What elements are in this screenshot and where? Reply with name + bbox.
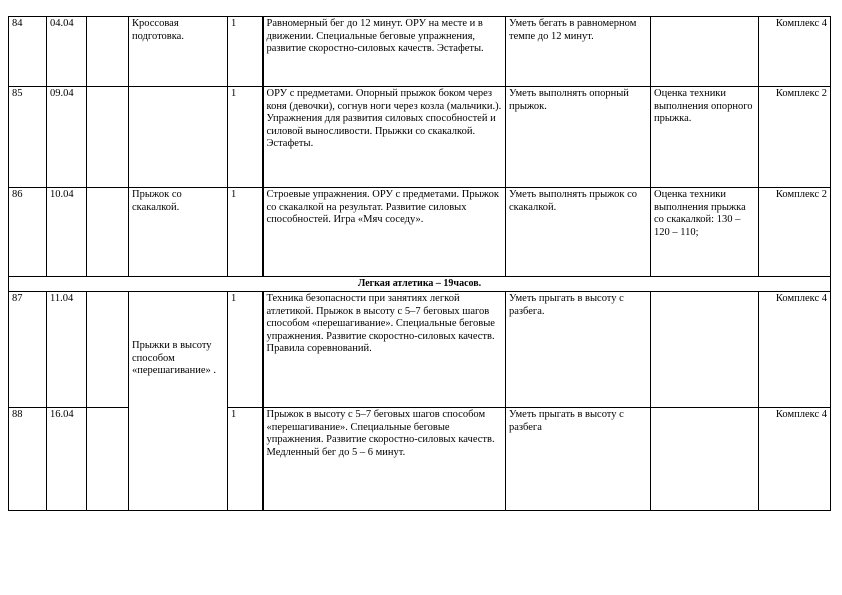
lesson-plan-table [8, 16, 831, 511]
lesson-number: 88 [9, 408, 47, 511]
actual-date [87, 292, 129, 408]
lesson-content: Равномерный бег до 12 минут. ОРУ на месте и в движении. Специальные беговые упражнения, развитие скоростно-силовых качеств. Эстафеты. [263, 17, 506, 87]
section-header-row [9, 277, 831, 292]
lesson-homework: Комплекс 4 [759, 292, 831, 408]
lesson-requirements: Уметь бегать в равномерном темпе до 12 минут. [506, 17, 651, 87]
lesson-content: Строевые упражнения. ОРУ с предметами. Прыжок со скакалкой на результат. Развитие силовых способностей. Игра «Мяч соседу». [263, 188, 506, 277]
lesson-number: 85 [9, 87, 47, 188]
lesson-control: Оценка техники выполнения прыжка со скакалкой: 130 – 120 – 110; [651, 188, 759, 277]
lesson-homework: Комплекс 2 [759, 188, 831, 277]
actual-date [87, 17, 129, 87]
lesson-requirements: Уметь прыгать в высоту с разбега [506, 408, 651, 511]
lesson-content: ОРУ с предметами. Опорный прыжок боком через коня (девочки), согнув ноги через козла (мальчики.). Упражнения для развития силовых способностей и силовой выносливости. Прыжки со скакалкой. Эстафеты. [263, 87, 506, 188]
lesson-control [651, 292, 759, 408]
table-row [9, 292, 831, 408]
lesson-requirements: Уметь выполнять прыжок со скакалкой. [506, 188, 651, 277]
lesson-homework: Комплекс 2 [759, 87, 831, 188]
lesson-content: Техника безопасности при занятиях легкой атлетикой. Прыжок в высоту с 5–7 беговых шагов способом «перешагивание». Специальные беговые упражнения. Развитие скоростно-силовых качеств. Правила соревнований. [263, 292, 506, 408]
lesson-requirements: Уметь выполнять опорный прыжок. [506, 87, 651, 188]
lesson-number: 87 [9, 292, 47, 408]
actual-date [87, 188, 129, 277]
lesson-number: 86 [9, 188, 47, 277]
lesson-hours: 1 [228, 408, 263, 511]
table-row [9, 17, 831, 87]
lesson-control [651, 17, 759, 87]
lesson-date: 09.04 [47, 87, 87, 188]
actual-date [87, 408, 129, 511]
lesson-control [651, 408, 759, 511]
lesson-topic: Кроссовая подготовка. [129, 17, 228, 87]
lesson-number: 84 [9, 17, 47, 87]
lesson-date: 16.04 [47, 408, 87, 511]
lesson-hours: 1 [228, 188, 263, 277]
lesson-topic-merged [129, 292, 228, 511]
lesson-topic: Прыжок со скакалкой. [129, 188, 228, 277]
lesson-hours: 1 [228, 17, 263, 87]
table-row [9, 87, 831, 188]
lesson-homework: Комплекс 4 [759, 408, 831, 511]
lesson-date: 10.04 [47, 188, 87, 277]
merged-topic-text: Прыжки в высоту способом «перешагивание» . [132, 340, 216, 376]
section-title: Легкая атлетика – 19часов. [9, 277, 831, 292]
lesson-homework: Комплекс 4 [759, 17, 831, 87]
lesson-hours: 1 [228, 87, 263, 188]
lesson-control: Оценка техники выполнения опорного прыжка. [651, 87, 759, 188]
table-row [9, 188, 831, 277]
lesson-date: 11.04 [47, 292, 87, 408]
lesson-date: 04.04 [47, 17, 87, 87]
actual-date [87, 87, 129, 188]
lesson-topic [129, 87, 228, 188]
lesson-content: Прыжок в высоту с 5–7 беговых шагов способом «перешагивание». Специальные беговые упражнения. Развитие скоростно-силовых качеств. Медленный бег до 5 – 6 минут. [263, 408, 506, 511]
lesson-hours: 1 [228, 292, 263, 408]
lesson-requirements: Уметь прыгать в высоту с разбега. [506, 292, 651, 408]
